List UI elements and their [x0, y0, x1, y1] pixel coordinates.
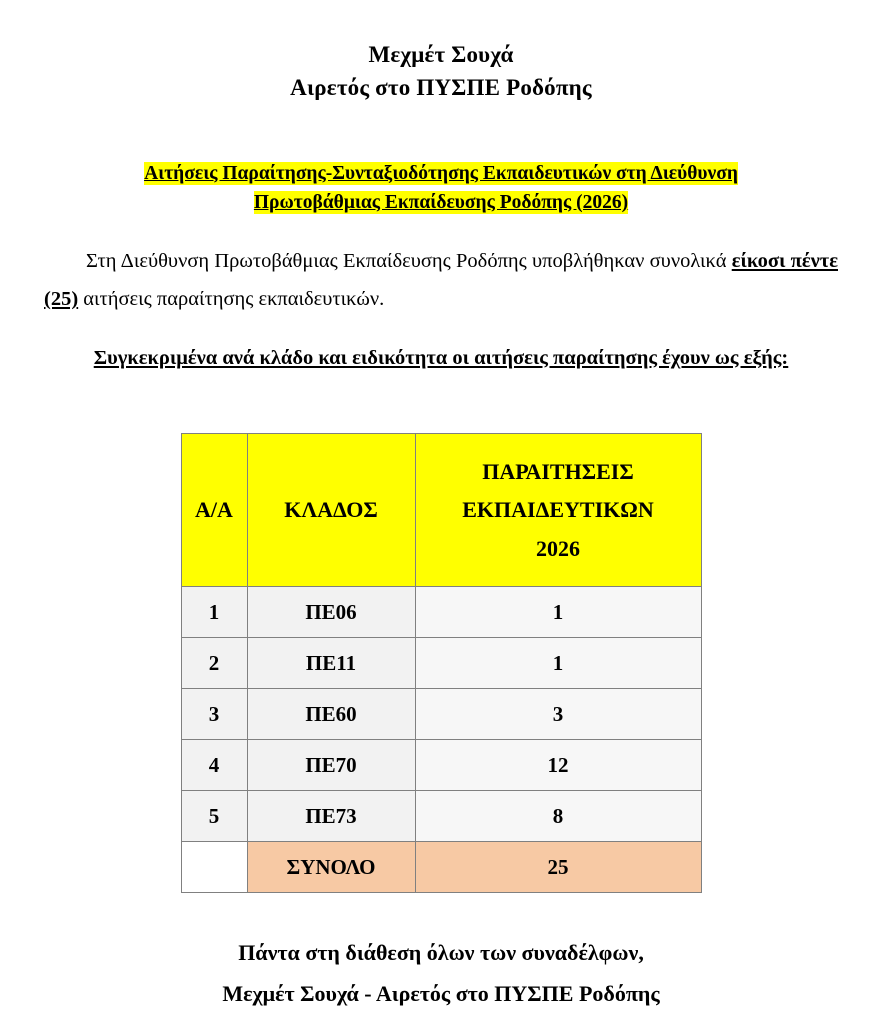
cell-value: 1: [415, 587, 701, 638]
section-subtitle: [44, 340, 838, 378]
cell-klados: ΠΕ60: [247, 689, 415, 740]
cell-value: 8: [415, 791, 701, 842]
column-header-paraitiseis-line-3: 2026: [536, 535, 580, 561]
cell-aa: 3: [181, 689, 247, 740]
cell-klados: ΠΕ73: [247, 791, 415, 842]
cell-total-label: ΣΥΝΟΛΟ: [247, 842, 415, 893]
intro-paragraph-count: είκοσι πέντε (25): [44, 250, 838, 311]
cell-total-value: 25: [415, 842, 701, 893]
cell-value: 12: [415, 740, 701, 791]
document-header: [44, 38, 838, 105]
table-row: [181, 740, 701, 791]
page-title-line-1: Αιτήσεις Παραίτησης-Συνταξιοδότησης Εκπαιδευτικών στη Διεύθυνση: [144, 162, 738, 184]
column-header-klados: ΚΛΑΔΟΣ: [247, 434, 415, 587]
resignations-table-container: [44, 433, 838, 893]
column-header-paraitiseis: [415, 434, 701, 587]
table-row: [181, 791, 701, 842]
cell-klados: ΠΕ11: [247, 638, 415, 689]
table-head: [181, 434, 701, 587]
column-header-paraitiseis-line-1: ΠΑΡΑΙΤΗΣΕΙΣ: [482, 458, 634, 484]
table-total-row: [181, 842, 701, 893]
table-row: [181, 638, 701, 689]
cell-klados: ΠΕ70: [247, 740, 415, 791]
page-title-line-2: Πρωτοβάθμιας Εκπαίδευσης Ροδόπης (2026): [253, 191, 629, 213]
page-title: [44, 159, 838, 218]
table-header-row: [181, 434, 701, 587]
cell-klados: ΠΕ06: [247, 587, 415, 638]
intro-paragraph: [44, 243, 838, 319]
intro-paragraph-before: Στη Διεύθυνση Πρωτοβάθμιας Εκπαίδευσης Ροδόπης υποβλήθηκαν συνολικά: [86, 250, 732, 273]
cell-aa: 1: [181, 587, 247, 638]
author-name: Μεχμέτ Σουχά: [368, 42, 514, 67]
author-role: Αιρετός στο ΠΥΣΠΕ Ροδόπης: [290, 75, 592, 101]
cell-value: 3: [415, 689, 701, 740]
column-header-aa: Α/Α: [181, 434, 247, 587]
cell-aa: 5: [181, 791, 247, 842]
footer-line-2: Μεχμέτ Σουχά - Αιρετός στο ΠΥΣΠΕ Ροδόπης: [222, 981, 660, 1007]
cell-total-aa: [181, 842, 247, 893]
cell-aa: 4: [181, 740, 247, 791]
cell-value: 1: [415, 638, 701, 689]
column-header-paraitiseis-line-2: ΕΚΠΑΙΔΕΥΤΙΚΩΝ: [462, 497, 654, 523]
document-footer: [44, 933, 838, 1014]
footer-line-1: Πάντα στη διάθεση όλων των συναδέλφων,: [238, 940, 644, 966]
cell-aa: 2: [181, 638, 247, 689]
table-row: [181, 689, 701, 740]
resignations-table: [181, 433, 702, 893]
section-subtitle-text: Συγκεκριμένα ανά κλάδο και ειδικότητα οι αιτήσεις παραίτησης έχουν ως εξής:: [93, 346, 789, 369]
table-row: [181, 587, 701, 638]
intro-paragraph-after: αιτήσεις παραίτησης εκπαιδευτικών.: [78, 288, 385, 311]
table-body: [181, 587, 701, 893]
